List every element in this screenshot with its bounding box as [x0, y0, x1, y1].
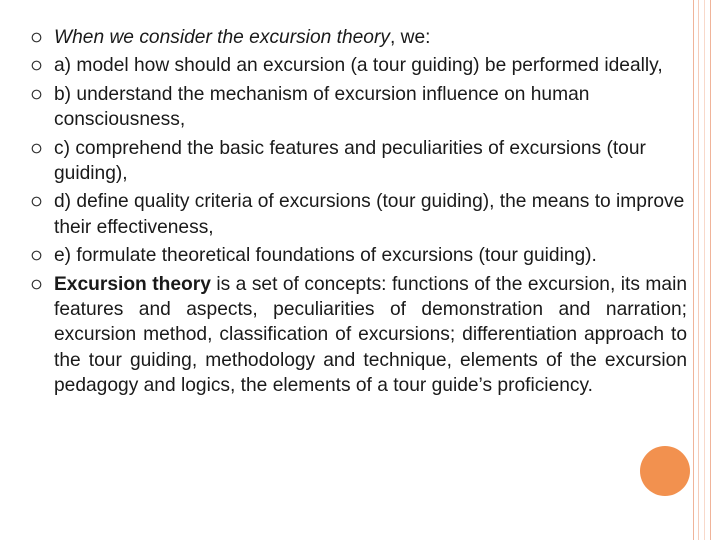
bullet-bold-text: Excursion theory — [54, 273, 211, 295]
decorative-frame-line — [693, 0, 694, 540]
bullet-item — [31, 243, 687, 268]
bullet-text: d) define quality criteria of excursions (tour guiding), the means to improve their effectiveness, — [54, 191, 685, 238]
bullet-item — [31, 82, 687, 133]
hollow-circle-bullet-icon — [31, 250, 42, 261]
bullet-text: a) model how should an excursion (a tour guiding) be performed ideally, — [54, 55, 663, 77]
decorative-frame-line — [704, 0, 705, 540]
bullet-item — [31, 272, 687, 399]
hollow-circle-bullet-icon — [31, 196, 42, 207]
hollow-circle-bullet-icon — [31, 279, 42, 290]
hollow-circle-bullet-icon — [31, 89, 42, 100]
bullet-text: c) comprehend the basic features and peculiarities of excursions (tour guiding), — [54, 137, 646, 185]
bullet-text: is a set of concepts: functions of the excursion, its main features and aspects, peculiarities of demonstration and narration; excursion method, classification of excursions; differentiation approach to the tour guiding, methodology and technique, elements of the excursion pedagogy and logics, the elements of a tour guide’s proficiency. — [54, 273, 687, 397]
slide-content — [31, 25, 687, 402]
bullet-text: b) understand the mechanism of excursion influence on human consciousness, — [54, 83, 590, 131]
decorative-orange-circle — [640, 446, 690, 496]
bullet-italic-text: When we consider the excursion theory — [54, 27, 390, 48]
bullet-item — [31, 189, 687, 240]
decorative-frame-line — [710, 0, 711, 540]
bullet-item — [31, 136, 687, 187]
hollow-circle-bullet-icon — [31, 32, 42, 43]
hollow-circle-bullet-icon — [31, 60, 42, 71]
bullet-text: e) formulate theoretical foundations of excursions (tour guiding). — [54, 245, 597, 267]
bullet-item — [31, 25, 687, 50]
decorative-frame-line — [698, 0, 699, 540]
bullet-item — [31, 53, 687, 78]
bullet-text: , we: — [389, 27, 431, 48]
hollow-circle-bullet-icon — [31, 143, 42, 154]
